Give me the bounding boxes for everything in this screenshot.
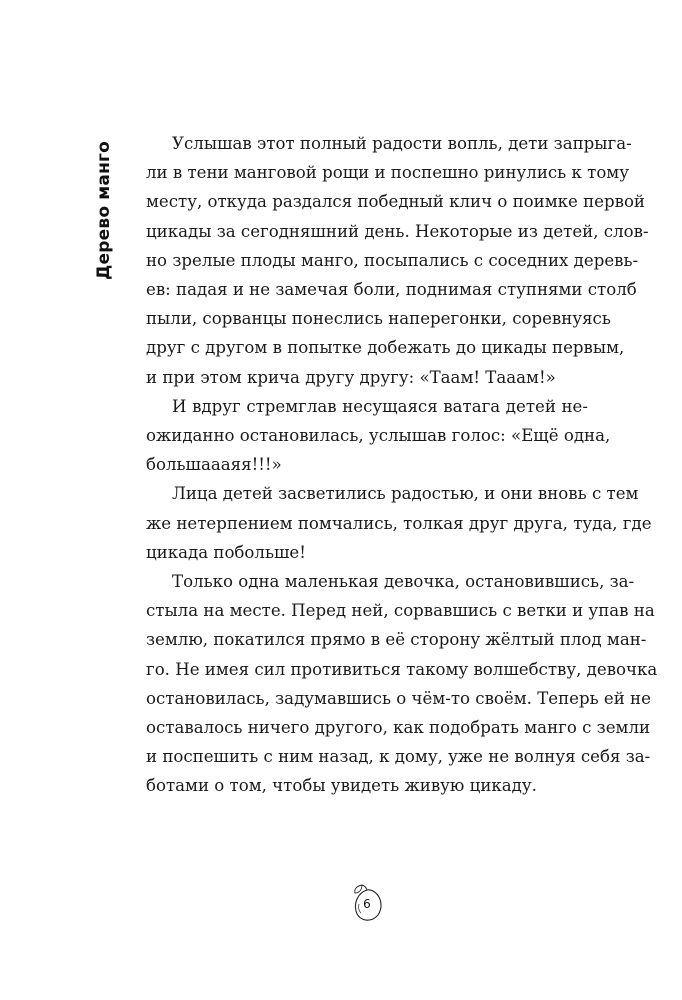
text-line: оставалось ничего другого, как подобрать манго с земли — [146, 718, 651, 738]
text-line: но зрелые плоды манго, посыпались с соседних деревь- — [146, 250, 639, 270]
text-line: Только одна маленькая девочка, остановившись, за- — [172, 572, 635, 592]
text-line: цикада побольше! — [146, 542, 306, 562]
running-title-text: Дерево манго — [94, 141, 114, 280]
text-line: Услышав этот полный радости вопль, дети запрыга- — [172, 134, 632, 153]
text-line: цикады за сегодняшний день. Некоторые из детей, слов- — [146, 221, 649, 241]
text-line: же нетерпением помчались, толкая друг друга, туда, где — [146, 513, 652, 533]
text-line: ли в тени манговой рощи и поспешно ринулись к тому — [146, 163, 629, 183]
text-line: стыла на месте. Перед ней, сорвавшись с ветки и упав на — [146, 601, 655, 621]
paragraph — [146, 479, 652, 567]
running-title — [92, 141, 116, 291]
page-folio — [350, 884, 386, 924]
paragraph — [146, 129, 649, 392]
text-line: землю, покатился прямо в её сторону жёлтый плод ман- — [146, 630, 647, 650]
text-line: Лица детей засветились радостью, и они вновь с тем — [172, 484, 639, 504]
body-text — [146, 129, 658, 801]
text-line: го. Не имея сил противиться такому волшебству, девочка — [146, 659, 658, 679]
text-line: друг с другом в попытке добежать до цикады первым, — [146, 338, 625, 358]
paragraph — [146, 392, 611, 480]
text-line: ботами о том, чтобы увидеть живую цикаду. — [146, 776, 537, 796]
text-line: и при этом крича другу другу: «Таам! Тааам!» — [146, 367, 556, 387]
text-line: пыли, сорванцы понеслись наперегонки, соревнуясь — [146, 309, 611, 329]
text-line: ожиданно остановилась, услышав голос: «Ещё одна, — [146, 426, 611, 446]
paragraph — [146, 567, 658, 801]
text-line: месту, откуда раздался победный клич о поимке первой — [146, 192, 645, 212]
text-line: большаааяя!!!» — [146, 455, 282, 475]
text-line: И вдруг стремглав несущаяся ватага детей не- — [172, 396, 588, 416]
text-line: ев: падая и не замечая боли, поднимая ступнями столб — [146, 280, 637, 300]
text-line: и поспешить с ним назад, к дому, уже не волнуя себя за- — [146, 747, 651, 767]
page-number: 6 — [363, 897, 371, 911]
text-line: остановилась, задумавшись о чём-то своём. Теперь ей не — [146, 688, 651, 708]
